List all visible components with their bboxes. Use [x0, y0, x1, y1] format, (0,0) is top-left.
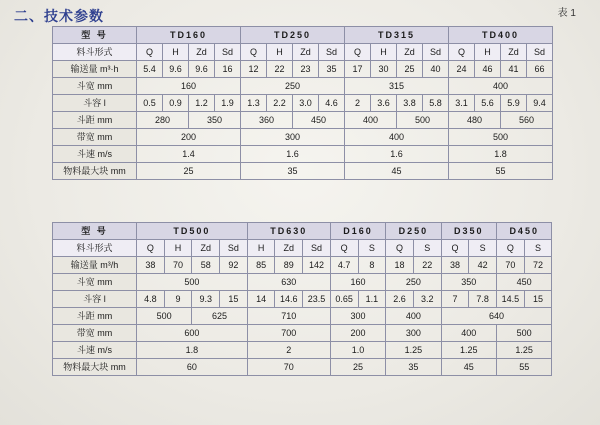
row-label: 物料最大块 mm: [53, 163, 137, 180]
cell: 24: [449, 61, 475, 78]
cell: 710: [247, 308, 330, 325]
cell: 400: [386, 308, 441, 325]
cell: Q: [386, 240, 414, 257]
cell: 350: [441, 274, 496, 291]
cell: 23.5: [303, 291, 331, 308]
cell: Q: [345, 44, 371, 61]
cell: 700: [247, 325, 330, 342]
cell: 300: [386, 325, 441, 342]
cell: 14.5: [497, 291, 525, 308]
cell: 0.65: [330, 291, 358, 308]
model-header: TD250: [241, 27, 345, 44]
table-row: [53, 61, 553, 78]
model-header: D350: [441, 223, 496, 240]
row-label: 型 号: [53, 223, 137, 240]
model-header: D450: [497, 223, 552, 240]
cell: 70: [164, 257, 192, 274]
cell: H: [371, 44, 397, 61]
cell: 625: [192, 308, 247, 325]
row-label: 斗速 m/s: [53, 146, 137, 163]
cell: 300: [241, 129, 345, 146]
cell: 3.8: [397, 95, 423, 112]
cell: Zd: [192, 240, 220, 257]
cell: 500: [497, 325, 552, 342]
table-row: [53, 78, 553, 95]
cell: 18: [386, 257, 414, 274]
cell: 300: [330, 308, 385, 325]
cell: 315: [345, 78, 449, 95]
cell: 450: [497, 274, 552, 291]
cell: Q: [241, 44, 267, 61]
cell: 14.6: [275, 291, 303, 308]
cell: Q: [497, 240, 525, 257]
cell: 1.3: [241, 95, 267, 112]
row-label: 斗容 l: [53, 95, 137, 112]
cell: 5.4: [137, 61, 163, 78]
cell: 89: [275, 257, 303, 274]
row-label: 斗距 mm: [53, 308, 137, 325]
cell: 45: [441, 359, 496, 376]
cell: S: [524, 240, 552, 257]
cell: 250: [241, 78, 345, 95]
parameters-table-2: [52, 222, 552, 376]
row-label: 斗距 mm: [53, 112, 137, 129]
parameters-table-1: [52, 26, 553, 180]
cell: 12: [241, 61, 267, 78]
table-row: [53, 44, 553, 61]
cell: 15: [524, 291, 552, 308]
cell: Q: [449, 44, 475, 61]
table-row: [53, 163, 553, 180]
cell: 480: [449, 112, 501, 129]
cell: H: [475, 44, 501, 61]
table-row: [53, 129, 553, 146]
cell: 350: [189, 112, 241, 129]
cell: 9.3: [192, 291, 220, 308]
cell: 42: [469, 257, 497, 274]
cell: 500: [137, 308, 192, 325]
cell: 640: [441, 308, 552, 325]
cell: Q: [137, 44, 163, 61]
cell: Sd: [220, 240, 248, 257]
cell: 4.8: [137, 291, 165, 308]
cell: Sd: [319, 44, 345, 61]
cell: 9.4: [527, 95, 553, 112]
row-label: 斗宽 mm: [53, 78, 137, 95]
model-header: TD630: [247, 223, 330, 240]
cell: 9: [164, 291, 192, 308]
cell: 38: [441, 257, 469, 274]
cell: 500: [137, 274, 248, 291]
cell: Zd: [293, 44, 319, 61]
row-label: 斗宽 mm: [53, 274, 137, 291]
cell: 500: [397, 112, 449, 129]
cell: 560: [501, 112, 553, 129]
cell: 2.2: [267, 95, 293, 112]
cell: Q: [330, 240, 358, 257]
cell: S: [413, 240, 441, 257]
cell: 1.25: [386, 342, 441, 359]
cell: Zd: [189, 44, 215, 61]
cell: 1.2: [189, 95, 215, 112]
cell: Q: [137, 240, 165, 257]
cell: 9.6: [163, 61, 189, 78]
model-header: D250: [386, 223, 441, 240]
cell: 630: [247, 274, 330, 291]
table-row: [53, 325, 552, 342]
cell: 2: [345, 95, 371, 112]
cell: Sd: [423, 44, 449, 61]
cell: 2: [247, 342, 330, 359]
cell: 3.1: [449, 95, 475, 112]
cell: 2.6: [386, 291, 414, 308]
cell: 600: [137, 325, 248, 342]
cell: 60: [137, 359, 248, 376]
row-label: 带宽 mm: [53, 129, 137, 146]
cell: 22: [267, 61, 293, 78]
row-label: 物料最大块 mm: [53, 359, 137, 376]
cell: 200: [137, 129, 241, 146]
model-header: D160: [330, 223, 385, 240]
cell: S: [469, 240, 497, 257]
cell: 142: [303, 257, 331, 274]
cell: 55: [449, 163, 553, 180]
table-row: [53, 308, 552, 325]
row-label: 输送量 m³·h: [53, 61, 137, 78]
cell: 3.6: [371, 95, 397, 112]
cell: 500: [449, 129, 553, 146]
cell: 400: [345, 129, 449, 146]
cell: Sd: [303, 240, 331, 257]
cell: 1.25: [497, 342, 552, 359]
table-number-label: 表 1: [557, 8, 576, 19]
cell: 35: [386, 359, 441, 376]
table-row: [53, 342, 552, 359]
cell: 92: [220, 257, 248, 274]
cell: 1.8: [137, 342, 248, 359]
cell: H: [163, 44, 189, 61]
cell: 5.9: [501, 95, 527, 112]
cell: 85: [247, 257, 275, 274]
cell: 30: [371, 61, 397, 78]
cell: S: [358, 240, 386, 257]
cell: 22: [413, 257, 441, 274]
table-row: [53, 95, 553, 112]
cell: H: [247, 240, 275, 257]
row-label: 料斗形式: [53, 240, 137, 257]
cell: 280: [137, 112, 189, 129]
cell: 55: [497, 359, 552, 376]
cell: 41: [501, 61, 527, 78]
cell: 72: [524, 257, 552, 274]
cell: 7: [441, 291, 469, 308]
row-label: 输送量 m³/h: [53, 257, 137, 274]
cell: 38: [137, 257, 165, 274]
cell: H: [164, 240, 192, 257]
cell: 25: [137, 163, 241, 180]
cell: 400: [345, 112, 397, 129]
cell: 1.25: [441, 342, 496, 359]
cell: 0.5: [137, 95, 163, 112]
cell: 0.9: [163, 95, 189, 112]
cell: Q: [441, 240, 469, 257]
row-label: 斗速 m/s: [53, 342, 137, 359]
cell: 70: [497, 257, 525, 274]
cell: 70: [247, 359, 330, 376]
cell: 35: [319, 61, 345, 78]
page-title: 二、技术参数: [14, 8, 104, 24]
cell: 1.6: [345, 146, 449, 163]
cell: 360: [241, 112, 293, 129]
table-row: [53, 112, 553, 129]
table-row: [53, 291, 552, 308]
cell: 160: [137, 78, 241, 95]
table-row: [53, 257, 552, 274]
cell: 25: [397, 61, 423, 78]
cell: 400: [441, 325, 496, 342]
cell: 15: [220, 291, 248, 308]
table-1-wrapper: [52, 26, 553, 180]
cell: 66: [527, 61, 553, 78]
cell: 25: [330, 359, 385, 376]
cell: 250: [386, 274, 441, 291]
table-row: [53, 240, 552, 257]
cell: 1.1: [358, 291, 386, 308]
cell: 35: [241, 163, 345, 180]
model-header: TD315: [345, 27, 449, 44]
cell: 4.7: [330, 257, 358, 274]
cell: 8: [358, 257, 386, 274]
cell: Sd: [215, 44, 241, 61]
cell: Zd: [275, 240, 303, 257]
cell: 3.2: [413, 291, 441, 308]
cell: 160: [330, 274, 385, 291]
cell: 16: [215, 61, 241, 78]
model-header: TD400: [449, 27, 553, 44]
cell: 40: [423, 61, 449, 78]
cell: 23: [293, 61, 319, 78]
cell: 58: [192, 257, 220, 274]
cell: H: [267, 44, 293, 61]
cell: 400: [449, 78, 553, 95]
cell: 17: [345, 61, 371, 78]
cell: 1.0: [330, 342, 385, 359]
model-header: TD160: [137, 27, 241, 44]
cell: 1.9: [215, 95, 241, 112]
cell: Zd: [397, 44, 423, 61]
cell: 9.6: [189, 61, 215, 78]
cell: 14: [247, 291, 275, 308]
row-label: 带宽 mm: [53, 325, 137, 342]
table-row: [53, 146, 553, 163]
cell: 1.6: [241, 146, 345, 163]
table-row: [53, 223, 552, 240]
cell: 1.4: [137, 146, 241, 163]
cell: Zd: [501, 44, 527, 61]
cell: 5.8: [423, 95, 449, 112]
row-label: 料斗形式: [53, 44, 137, 61]
cell: Sd: [527, 44, 553, 61]
table-row: [53, 274, 552, 291]
cell: 4.6: [319, 95, 345, 112]
cell: 46: [475, 61, 501, 78]
row-label: 斗容 l: [53, 291, 137, 308]
table-row: [53, 27, 553, 44]
row-label: 型 号: [53, 27, 137, 44]
table-row: [53, 359, 552, 376]
cell: 5.6: [475, 95, 501, 112]
cell: 1.8: [449, 146, 553, 163]
cell: 45: [345, 163, 449, 180]
cell: 7.8: [469, 291, 497, 308]
table-2-wrapper: [52, 222, 552, 376]
cell: 450: [293, 112, 345, 129]
cell: 200: [330, 325, 385, 342]
cell: 3.0: [293, 95, 319, 112]
model-header: TD500: [137, 223, 248, 240]
